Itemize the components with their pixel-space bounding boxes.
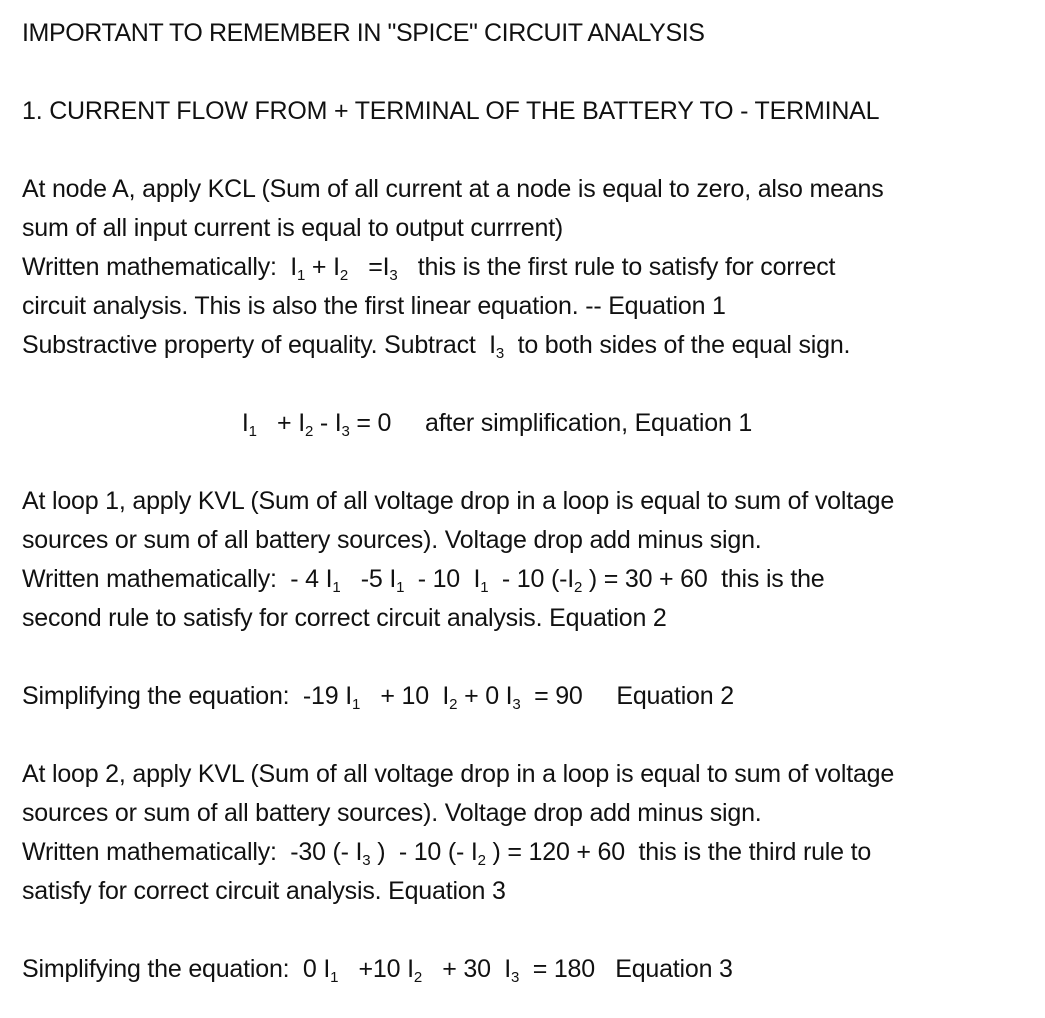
kvl2-line4: satisfy for correct circuit analysis. Equation 3 [22, 877, 506, 905]
kvl2-intro-line1: At loop 2, apply KVL (Sum of all voltage drop in a loop is equal to sum of voltage [22, 760, 895, 788]
document-title: IMPORTANT TO REMEMBER IN "SPICE" CIRCUIT ANALYSIS [22, 19, 705, 47]
kvl1-line4: second rule to satisfy for correct circuit analysis. Equation 2 [22, 604, 667, 632]
kcl-intro-line2: sum of all input current is equal to output currrent) [22, 214, 564, 242]
spacer [22, 911, 1027, 950]
kcl-line5: Substractive property of equality. Subtract $I_3$ to both sides of the equal sign. [22, 331, 851, 362]
spacer [22, 53, 1027, 92]
kcl-written-line: Written mathematically: $I_1 + I_2$ $=I_3$ this is the first rule to satisfy for correct [22, 253, 836, 284]
rule1-heading: 1. CURRENT FLOW FROM + TERMINAL OF THE BATTERY TO - TERMINAL [22, 97, 880, 125]
spacer [22, 365, 1027, 404]
spacer [22, 638, 1027, 677]
kvl1-simplified-equation: Simplifying the equation: -19 $I_1$ + 10 $I_2 + 0$ $I_3 = 90$ Equation 2 [22, 682, 734, 713]
spacer [22, 131, 1027, 170]
kvl2-written-line: Written mathematically: -30 (- $I_3$ ) - 10 (- $I_2$ ) = 120 + 60 this is the third rule to [22, 838, 872, 869]
kvl2-simplified-equation: Simplifying the equation: 0 $I_1$ +10 $I_2$ + 30 $I_3 = 180$ Equation 3 [22, 955, 733, 986]
kvl1-written-line: Written mathematically: - 4 $I_1$ -5 $I_1 - 10$ $I_1 - 10$ ($-I_2$ ) = 30 + 60 this is the [22, 565, 825, 596]
spacer [22, 443, 1027, 482]
kcl-intro-line1: At node A, apply KCL (Sum of all current at a node is equal to zero, also means [22, 175, 884, 203]
spacer [22, 716, 1027, 755]
kcl-written-label: Written mathematically: [22, 253, 277, 281]
kvl2-intro-line2: sources or sum of all battery sources). Voltage drop add minus sign. [22, 799, 762, 827]
document-page [22, 14, 1027, 989]
kcl-line4: circuit analysis. This is also the first linear equation. -- Equation 1 [22, 292, 726, 320]
kcl-written-suffix: this is the first rule to satisfy for correct [417, 253, 836, 281]
kvl1-intro-line1: At loop 1, apply KVL (Sum of all voltage drop in a loop is equal to sum of voltage [22, 487, 895, 515]
kcl-simplified-equation: $I_1$ + $I_2 - I_3 = 0$ after simplification, Equation 1 [241, 409, 753, 440]
kvl1-intro-line2: sources or sum of all battery sources). Voltage drop add minus sign. [22, 526, 762, 554]
